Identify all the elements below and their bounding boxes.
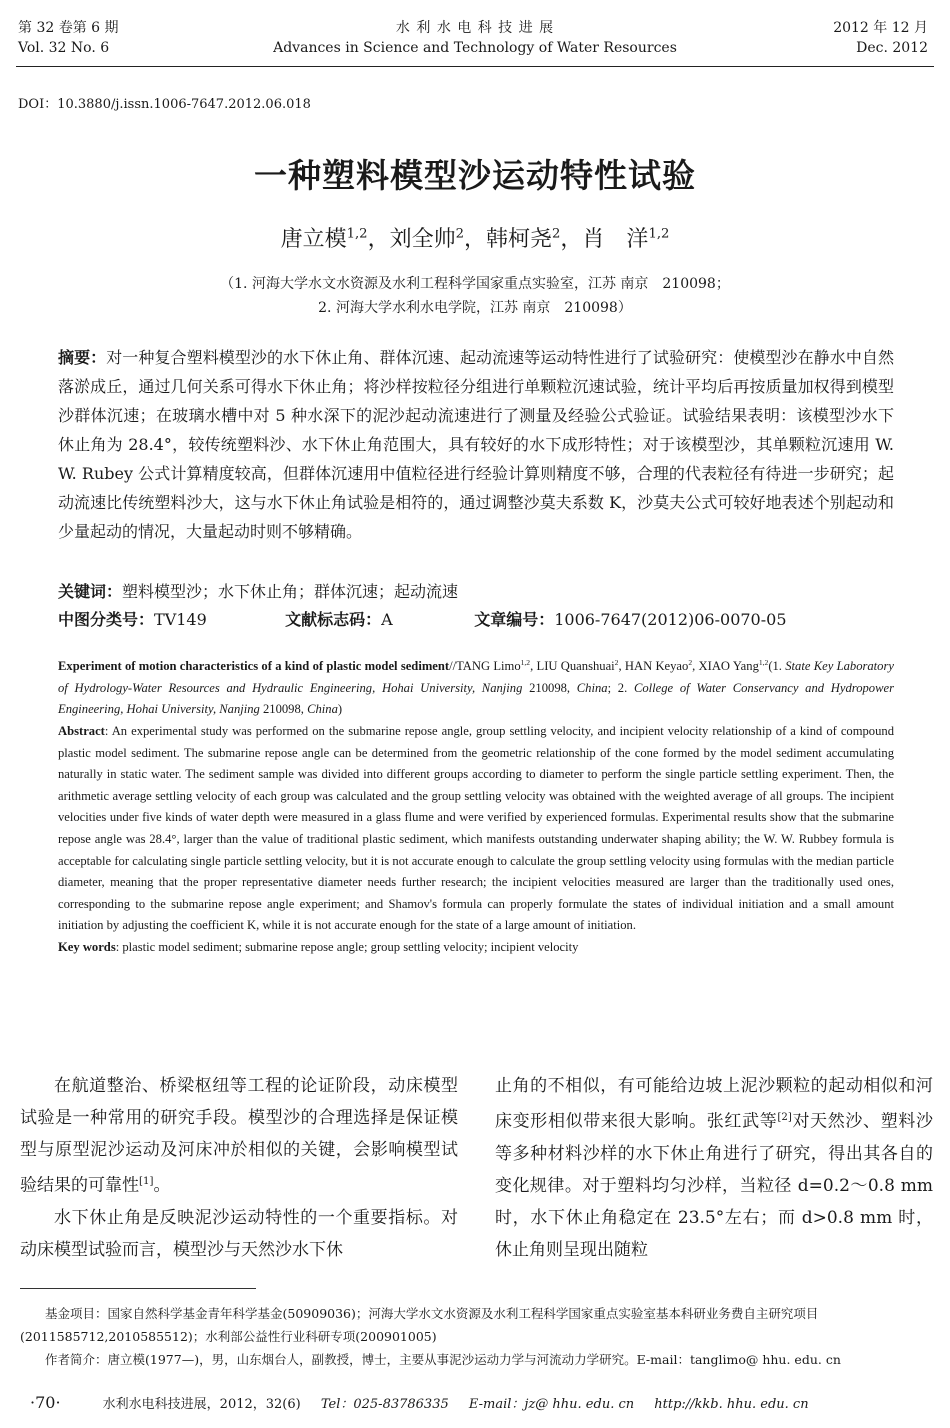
doc-code-label: 文献标志码：: [285, 610, 382, 629]
page-footer: [30, 1393, 809, 1412]
english-author-mark: 1,2: [758, 658, 769, 667]
english-author-mark: 1,2: [520, 658, 531, 667]
english-affil-close: ): [337, 702, 343, 717]
english-affil-zip: 210098,: [259, 702, 308, 717]
keywords-cn-text: 塑料模型沙；水下休止角；群体沉速；起动流速: [122, 582, 459, 601]
english-keywords-label: Key words: [58, 939, 116, 954]
footer-website: http://kkb. hhu. edu. cn: [654, 1397, 809, 1412]
journal-name-cn: 水 利 水 电 科 技 进 展: [395, 20, 555, 36]
english-affil-country: China: [576, 680, 608, 695]
clc-label: 中图分类号：: [58, 610, 155, 629]
author-affil-mark: 1,2: [648, 226, 670, 242]
english-affil-country: China: [307, 702, 338, 717]
footnote-funding: 基金项目：国家自然科学基金青年科学基金(50909036)；河海大学水文水资源及水利工程科学国家重点实验室基本科研业务费自主研究项目(2011585712,2010585512)；水利部公益性行业科研专项(200901005): [20, 1306, 819, 1344]
body-text: 在航道整治、桥梁枢纽等工程的论证阶段，动床模型试验是一种常用的研究手段。模型沙的合理选择是保证模型与原型泥沙运动及河床冲於相似的关键，会影响模型试验结果的可靠性: [20, 1076, 458, 1196]
volume-en: Vol. 32 No. 6: [18, 40, 110, 56]
running-header-date: [833, 18, 928, 58]
english-keywords-text: : plastic model sediment; submarine repose angle; group settling velocity; incipient velocity: [115, 939, 579, 954]
english-keywords: [58, 937, 894, 959]
english-title: Experiment of motion characteristics of a kind of plastic model sediment: [58, 659, 450, 674]
running-header-journal: [0, 18, 950, 58]
english-affil-zip: 210098,: [522, 680, 577, 695]
citation-ref: [1]: [139, 1176, 154, 1187]
english-affil-open: (1.: [768, 659, 786, 674]
footer-tel: Tel：025-83786335: [320, 1397, 449, 1412]
english-abstract-block: [58, 652, 894, 959]
body-column-left: [20, 1070, 458, 1266]
classification-row: [58, 606, 894, 634]
keywords-cn: [58, 578, 894, 606]
footer-journal: 水利水电科技进展，2012，32(6): [102, 1397, 301, 1412]
abstract-cn: [58, 343, 894, 546]
author-separator: ，: [463, 227, 486, 252]
doc-code-value: A: [381, 610, 393, 629]
english-author: , HAN Keyao: [618, 659, 689, 674]
author-name: 刘全帅: [389, 227, 456, 252]
footnotes: [20, 1302, 932, 1371]
english-author-mark: 2: [688, 658, 693, 667]
abstract-cn-label: 摘要：: [58, 348, 107, 367]
citation-ref: [2]: [777, 1112, 792, 1123]
body-paragraph: [20, 1070, 458, 1202]
english-abstract-label: Abstract: [58, 723, 105, 738]
author-separator: ，: [560, 227, 583, 252]
clc-value: TV149: [154, 610, 207, 629]
paper-title: 一种塑料模型沙运动特性试验: [254, 156, 696, 195]
article-number-label: 文章编号：: [474, 610, 555, 629]
date-cn: 2012 年 12 月: [833, 20, 928, 36]
body-paragraph: 水下休止角是反映泥沙运动特性的一个重要指标。对动床模型试验而言，模型沙与天然沙水下休: [20, 1207, 458, 1260]
author-affil-mark: 1,2: [346, 226, 368, 242]
body-column-right: [495, 1070, 933, 1266]
header-rule: [16, 66, 934, 67]
journal-name-en: Advances in Science and Technology of Water Resources: [273, 40, 677, 56]
english-author: //TANG Limo: [449, 659, 521, 674]
english-author: , XIAO Yang: [692, 659, 759, 674]
author-affil-mark: 2: [455, 226, 464, 242]
english-citation: [58, 652, 894, 721]
author-separator: ，: [367, 227, 390, 252]
abstract-cn-text: 对一种复合塑料模型沙的水下休止角、群体沉速、起动流速等运动特性进行了试验研究：使模型沙在静水中自然落淤成丘，通过几何关系可得水下休止角；将沙样按粒径分组进行单颗粒沉速试验，统计平均后再按质量加权得到模型沙群体沉速；在玻璃水槽中对 5 种水深下的泥沙起动流速进行了测量及经验公式验证。试验结果表明：该模型沙水下休止角为 28.4°，较传统塑料沙、水下休止角范围大，具有较好的水下成形特性；对于该模型沙，其单颗粒沉速用 W. W. Rubey 公式计算精度较高，但群体沉速用中值粒径进行经验计算则精度不够，合理的代表粒径有待进一步研究；起动流速比传统塑料沙大，这与水下休止角试验是相符的，通过调整沙莫夫系数 K，沙莫夫公式可较好地表述个别起动和少量起动的情况，大量起动时则不够精确。: [58, 348, 894, 541]
footnote-rule: [20, 1288, 256, 1289]
author-name: 唐立模: [280, 227, 347, 252]
date-en: Dec. 2012: [856, 40, 928, 56]
english-author: , LIU Quanshuai: [530, 659, 615, 674]
body-text: 对天然沙、塑料沙等多种材料沙样的水下休止角进行了研究，得出其各自的变化规律。对于塑料均匀沙样，当粒径 d=0.2～0.8 mm 时，水下休止角稳定在 23.5°左右；而 d>0.8 mm 时，休止角则呈现出随粒: [495, 1111, 933, 1260]
body-text: 。: [153, 1175, 171, 1196]
english-abstract: [58, 721, 894, 937]
article-number-value: 1006-7647(2012)06-0070-05: [554, 610, 787, 629]
body-text: 止角的不相似，有可能给边坡上泥沙颗粒的起动相似和河床变形相似带来很大影响。张红武等: [495, 1076, 933, 1132]
english-abstract-text: : An experimental study was performed on the submarine repose angle, group settling velocity, and incipient velocity relationship of a kind of compound plastic model sediment. The submarine repose angle can be determined from the geometric relationship of the cone formed by the model sediment accumulating naturally in static water. The sediment sample was divided into different groups according to diameter to perform the single particle settling experiment. Then, the arithmetic average settling velocity of each group was calculated and the group settling velocity was obtained with the weighted average of all groups. The incipient velocities under five kinds of water depth were measured in a glass flume and were verified by experienced formulas. Experimental results show that the submarine repose angle was 28.4°, larger than the value of traditional plastic sediment, which manifests outstanding underwater shaping ability; the W. W. Rubbey formula is acceptable for calculating single particle settling velocity, but it is not accurate enough to calculate the group settling velocity using formulas with the median particle diameter, meaning that the proper representative diameter needs further research; the incipient velocities measured are larger than the traditionally used ones, corresponding to the submarine repose angle experiment; and Shamov's formula can properly formulate the states of individual initiation and a small amount initiation by adjusting the coefficient K, while it is not accurate enough for the state of a large amount of initiation.: [58, 723, 894, 933]
affiliation-1: （1. 河海大学水文水资源及水利工程科学国家重点实验室，江苏 南京 210098；: [220, 276, 730, 292]
english-affiliation-1: State Key Laboratory of Hydrology-Water Resources and Hydraulic Engineering, Hohai University, Nanjing: [58, 659, 894, 695]
english-affiliation-2: College of Water Conservancy and Hydropower Engineering, Hohai University, Nanjing: [58, 680, 894, 717]
footer-email: E-mail：jz@ hhu. edu. cn: [468, 1397, 635, 1412]
author-list: [0, 222, 950, 253]
author-name: 肖 洋: [582, 227, 649, 252]
body-paragraph: [495, 1070, 933, 1266]
english-affil-sep: ; 2.: [607, 680, 634, 695]
page-number: ·70·: [30, 1393, 61, 1412]
volume-cn: 第 32 卷第 6 期: [18, 20, 119, 36]
affiliations: [0, 272, 950, 320]
doi: DOI：10.3880/j.issn.1006-7647.2012.06.018: [18, 97, 311, 112]
footnote-author-bio: 作者简介：唐立模(1977—)，男，山东烟台人，副教授，博士，主要从事泥沙运动力学与河流动力学研究。E-mail：tanglimo@ hhu. edu. cn: [45, 1352, 841, 1367]
keywords-cn-label: 关键词：: [58, 582, 123, 601]
affiliation-2: 2. 河海大学水利水电学院，江苏 南京 210098）: [318, 300, 632, 316]
english-author-mark: 2: [614, 658, 619, 667]
author-affil-mark: 2: [552, 226, 561, 242]
author-name: 韩柯尧: [486, 227, 553, 252]
